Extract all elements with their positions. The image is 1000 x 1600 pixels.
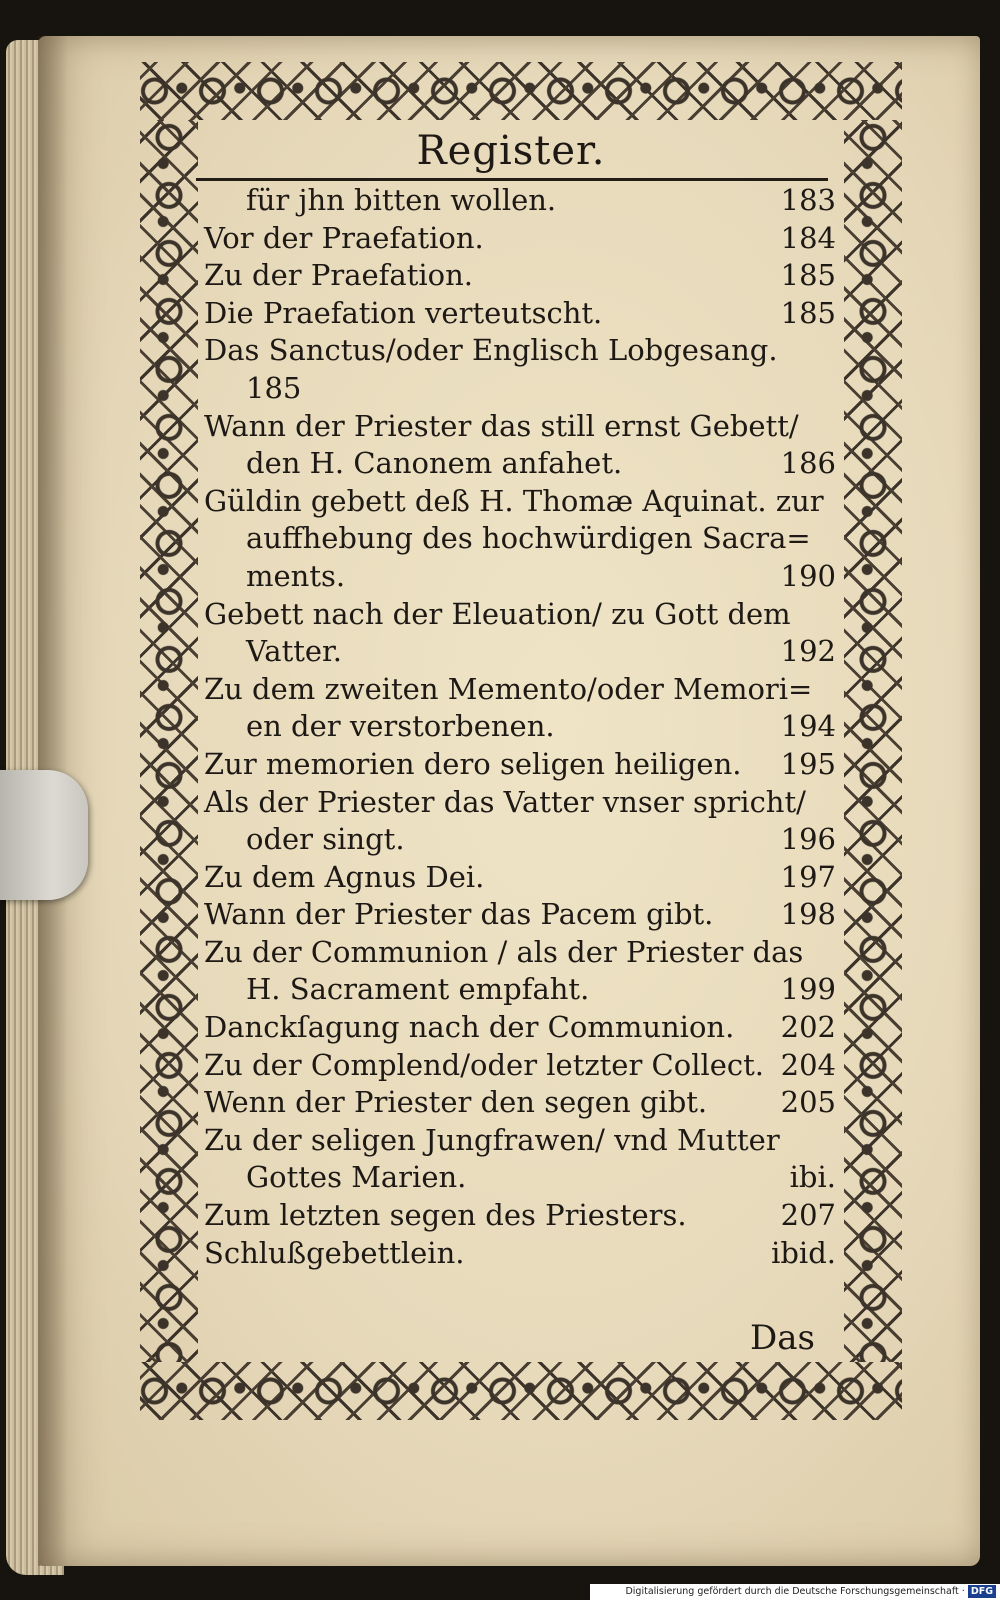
- register-entry: [204, 1159, 840, 1197]
- register-entry: [204, 483, 840, 521]
- entry-title: Wann der Priester das still ernst Gebett/: [204, 408, 799, 443]
- ornament-left: [140, 120, 198, 1362]
- entry-page-number: 196: [780, 822, 836, 857]
- credit-text: Digitalisierung gefördert durch die Deutsche Forschungsgemeinschaft ·: [625, 1586, 965, 1597]
- entry-page-number: 183: [780, 183, 836, 217]
- entry-title: den H. Canonem anfahet.: [246, 446, 623, 481]
- entry-title: Das Sanctus/oder Englisch Lobgesang.: [204, 333, 778, 368]
- entry-title: Güldin gebett deß H. Thomæ Aquinat. zur: [204, 483, 824, 518]
- entry-title: Zu der Praefation.: [204, 258, 473, 293]
- register-entry: [204, 596, 840, 634]
- entry-page-number: ibi.: [789, 1160, 836, 1195]
- entry-title: Schlußgebettlein.: [204, 1235, 465, 1270]
- register-entries: [204, 182, 840, 1272]
- entry-page-number: 202: [780, 1010, 836, 1045]
- register-entry: [204, 859, 840, 897]
- register-entry: [204, 1047, 840, 1085]
- register-entry: [204, 1009, 840, 1047]
- entry-title: Zu dem zweiten Memento/oder Memori=: [204, 671, 813, 706]
- entry-title: H. Sacrament empfaht.: [246, 972, 590, 1007]
- register-entry: [204, 934, 840, 972]
- entry-title: Vatter.: [246, 634, 342, 669]
- entry-title: Zur memorien dero seligen heiligen.: [204, 746, 742, 781]
- register-entry: [204, 445, 840, 483]
- register-entry: [204, 370, 840, 408]
- catchword: Das: [750, 1318, 815, 1358]
- register-entry: [204, 220, 840, 258]
- digitization-credit: [590, 1584, 1000, 1600]
- entry-page-number: 204: [780, 1047, 836, 1082]
- entry-title: ments.: [246, 558, 346, 593]
- register-entry: [204, 784, 840, 822]
- register-entry: [204, 332, 840, 370]
- entry-title: Zum letzten segen des Priesters.: [204, 1198, 687, 1233]
- header-rule: [196, 178, 828, 181]
- entry-page-number: 184: [780, 220, 836, 255]
- register-entry: [204, 746, 840, 784]
- entry-title: oder singt.: [246, 822, 405, 857]
- register-entry: [204, 558, 840, 596]
- entry-title: Die Praefation verteutscht.: [204, 295, 603, 330]
- entry-title: auffhebung des hochwürdigen Sacra=: [246, 521, 811, 556]
- register-entry: [204, 708, 840, 746]
- entry-title: Zu dem Agnus Dei.: [204, 859, 485, 894]
- register-entry: [204, 295, 840, 333]
- entry-page-number: 185: [780, 258, 836, 293]
- register-entry: [204, 408, 840, 446]
- ornament-right: [844, 120, 902, 1362]
- entry-title: Gottes Marien.: [246, 1160, 467, 1195]
- entry-page-number: 192: [780, 634, 836, 669]
- register-entry: [204, 1122, 840, 1160]
- register-entry: [204, 896, 840, 934]
- register-entry: [204, 520, 840, 558]
- entry-page-number: 205: [780, 1085, 836, 1120]
- entry-page-number: 198: [780, 897, 836, 932]
- entry-title: Vor der Praefation.: [204, 220, 484, 255]
- entry-title: Danckſagung nach der Communion.: [204, 1010, 735, 1045]
- entry-title: für jhn bitten wollen.: [246, 183, 557, 217]
- entry-page-number: 186: [780, 446, 836, 481]
- entry-title: Gebett nach der Eleuation/ zu Gott dem: [204, 596, 791, 631]
- entry-page-number: ibid.: [771, 1235, 836, 1270]
- entry-title: en der verstorbenen.: [246, 709, 555, 744]
- register-entry: [204, 671, 840, 709]
- entry-title: Zu der seligen Jungfrawen/ vnd Mutter: [204, 1122, 780, 1157]
- entry-page-number: 185: [780, 295, 836, 330]
- entry-title: Als der Priester das Vatter vnser spricht/: [204, 784, 806, 819]
- dfg-logo: DFG: [968, 1585, 996, 1598]
- entry-title: 185: [246, 370, 302, 405]
- register-entry: [204, 971, 840, 1009]
- register-entry: [204, 1235, 840, 1273]
- entry-page-number: 197: [780, 859, 836, 894]
- entry-title: Wann der Priester das Pacem gibt.: [204, 897, 714, 932]
- entry-title: Zu der Communion / als der Priester das: [204, 934, 804, 969]
- register-entry: [204, 1084, 840, 1122]
- entry-title: Zu der Complend/oder letzter Collect.: [204, 1047, 765, 1082]
- entry-title: Wenn der Priester den segen gibt.: [204, 1085, 708, 1120]
- register-entry: [204, 257, 840, 295]
- bookmark-clip: [0, 770, 88, 900]
- register-entry: [204, 1197, 840, 1235]
- register-entry: [204, 182, 840, 220]
- entry-page-number: 195: [780, 746, 836, 781]
- entry-page-number: 199: [780, 972, 836, 1007]
- entry-page-number: 190: [780, 558, 836, 593]
- entry-page-number: 194: [780, 709, 836, 744]
- entry-page-number: 207: [780, 1198, 836, 1233]
- ornament-bottom: [140, 1362, 902, 1420]
- register-entry: [204, 633, 840, 671]
- page-header: Register.: [416, 128, 606, 174]
- register-entry: [204, 821, 840, 859]
- ornament-top: [140, 62, 902, 120]
